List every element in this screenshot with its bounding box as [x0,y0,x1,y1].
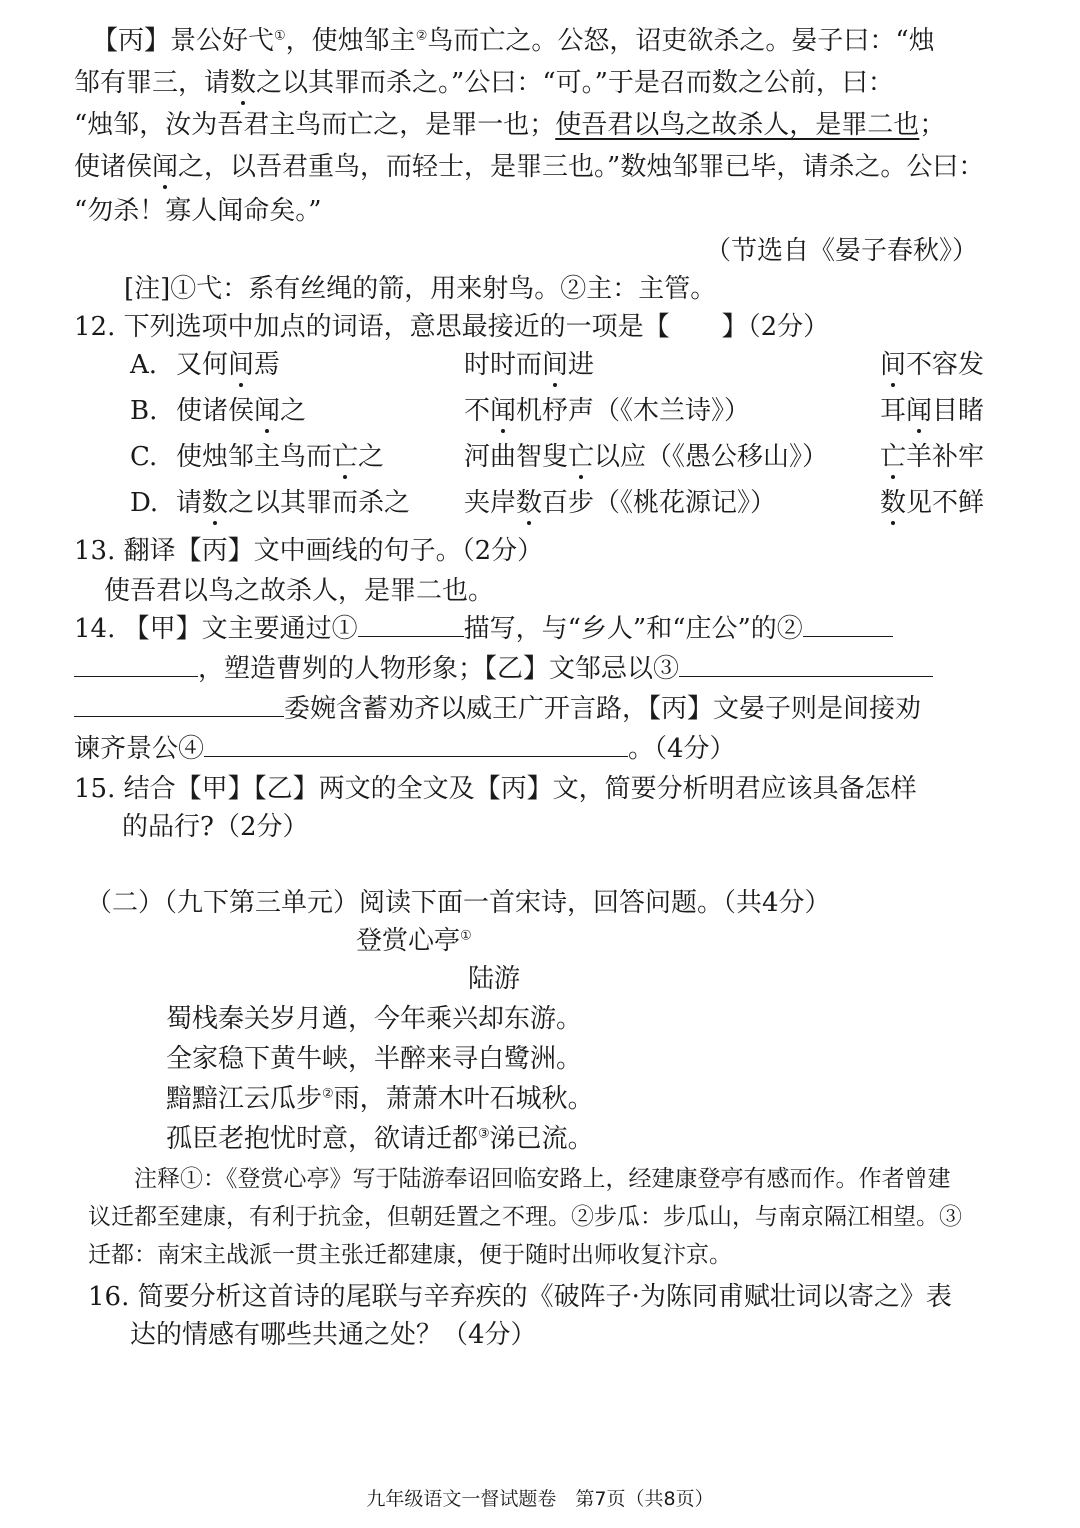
passage-text: 邹有罪三，请 [74,68,231,98]
passage-text: 鸟而亡之。公怒，诏吏欲杀之。晏子曰：“烛 [427,26,935,56]
footnote-marker: ② [322,1086,334,1102]
passage-line-1 [92,24,935,58]
poem-title: 登赏心亭① [356,926,472,956]
passage-source: （节选自《晏子春秋》） [704,236,978,266]
footnote-marker: ② [415,28,428,44]
passage-note: [注]①弋：系有丝绳的箭，用来射鸟。②主：主管。 [124,274,717,304]
passage-line-2 [74,66,894,100]
answer-blank-3-cont[interactable] [74,692,284,717]
passage-line-3 [74,108,945,142]
passage-text: 之以其罪而杀之。”公曰：“可。”于是召而数之公前，曰： [256,68,894,98]
footnote-marker: ③ [478,1126,490,1142]
q12-option-b-col2: 不闻机杼声（《木兰诗》） [464,396,751,426]
answer-blank-3[interactable] [679,652,933,677]
poem-line-2: 全家稳下黄牛峡，半醉来寻白鹭洲。 [166,1044,583,1074]
passage-text: 【丙】景公好弋 [92,26,275,56]
passage-line-5: “勿杀！寡人闻命矣。” [74,196,322,226]
underlined-sentence: 使吾君以鸟之故杀人，是罪二也 [555,110,920,140]
poem-note-3: 迁都：南宋主战派一贯主张迁都建康，便于随时出师收复汴京。 [88,1242,732,1268]
q14-line-4: 谏齐景公④ 。（4分） [74,734,736,764]
answer-blank-1[interactable] [358,612,464,637]
poem-note-1: 注释①：《登赏心亭》写于陆游奉诏回临安路上，经建康登亭有感而作。作者曾建 [134,1166,951,1192]
q13-stem: 13. 翻译【丙】文中画线的句子。（2分） [74,536,544,566]
section-2-heading: （二）（九下第三单元）阅读下面一首宋诗，回答问题。（共4分） [86,888,831,918]
q16-line-1: 16. 简要分析这首诗的尾联与辛弃疾的《破阵子·为陈同甫赋壮词以寄之》表 [88,1282,952,1312]
passage-text: 之，以吾君重鸟，而轻士，是罪三也。”数烛邹罪已毕，请杀之。公曰： [178,152,985,182]
q12-option-d-col1: 请数之以其罪而杀之 [176,488,411,518]
q12-option-d-label: D. [130,488,159,518]
q12-option-b-label: B. [130,396,158,426]
q16-line-2: 达的情感有哪些共通之处？（4分） [130,1320,537,1350]
q12-option-d-col2: 夹岸数百步（《桃花源记》） [464,488,777,518]
q12-option-a-col3: 间不容发 [880,350,985,380]
passage-line-4 [74,150,984,184]
q12-option-a-col2: 时时而间进 [464,350,595,380]
answer-blank-4[interactable] [204,732,628,757]
q12-option-a-label: A. [130,350,158,380]
poem-author: 陆游 [468,964,521,994]
q12-option-c-col2: 河曲智叟亡以应（《愚公移山》） [464,442,829,472]
dotted-word: 数 [230,68,257,98]
answer-blank-2[interactable] [803,612,893,637]
q12-stem: 12. 下列选项中加点的词语，意思最接近的一项是【 】（2分） [74,312,830,342]
passage-text: ； [919,110,946,140]
footnote-marker: ① [274,28,286,44]
q12-option-b-col1: 使诸侯闻之 [176,396,307,426]
passage-text: ，使烛邹主 [285,26,416,56]
q12-option-d-col3: 数见不鲜 [880,488,985,518]
dotted-word: 闻 [152,152,179,182]
q12-option-c-label: C. [130,442,158,472]
q14-line-2: ，塑造曹刿的人物形象；【乙】文邹忌以③ [74,652,933,686]
q12-option-b-col3: 耳闻目睹 [880,396,985,426]
page-footer: 九年级语文一督试题卷 第7页（共8页） [366,1488,714,1510]
q12-option-a-col1: 又何间焉 [176,350,281,380]
passage-text: 使诸侯 [74,152,153,182]
answer-blank-2-cont[interactable] [74,652,198,677]
q12-option-c-col3: 亡羊补牢 [880,442,985,472]
poem-line-1: 蜀栈秦关岁月遒，今年乘兴却东游。 [166,1004,583,1034]
q14-line-1: 14. 【甲】文主要通过① 描写，与“乡人”和“庄公”的② [74,612,893,646]
q15-line-1: 15. 结合【甲】【乙】两文的全文及【丙】文，简要分析明君应该具备怎样 [74,774,917,804]
passage-text: “烛邹，汝为吾君主鸟而亡之，是罪一也； [74,110,556,140]
footnote-marker: ① [460,928,472,944]
poem-note-2: 议迁都至建康，有利于抗金，但朝廷置之不理。②步瓜：步瓜山，与南京隔江相望。③ [88,1204,962,1230]
q13-sentence: 使吾君以鸟之故杀人，是罪二也。 [104,576,495,606]
poem-line-4: 孤臣老抱忧时意，欲请迁都③涕已流。 [166,1124,594,1154]
q15-line-2: 的品行?（2分） [122,812,309,842]
poem-line-3: 黯黯江云瓜步②雨，萧萧木叶石城秋。 [166,1084,594,1114]
q14-line-3: 委婉含蓄劝齐以威王广开言路，【丙】文晏子则是间接劝 [74,692,921,726]
q12-option-c-col1: 使烛邹主鸟而亡之 [176,442,385,472]
